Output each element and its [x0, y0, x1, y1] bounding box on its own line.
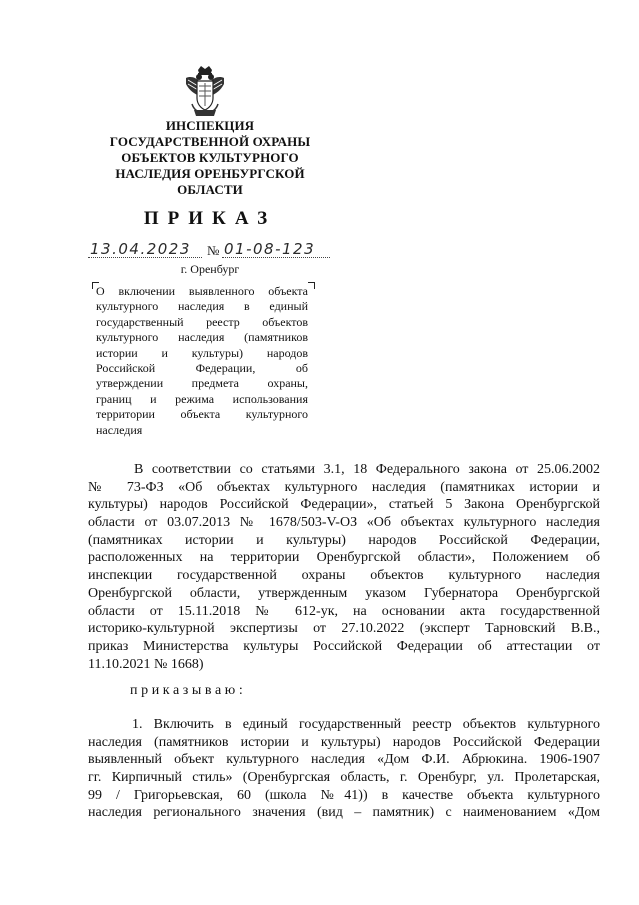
preamble-line: области от 03.07.2013 № 1678/503-V-ОЗ «Об объектах культурного наследия — [88, 515, 600, 531]
preamble-line: (памятниках истории и культуры) народов Российской Федерации, — [88, 532, 600, 548]
preamble-line: историко-культурной экспертизы от 27.10.2022 (эксперт Тарновский В.В., — [88, 621, 600, 637]
preamble-line: области от 15.11.2018 № 612-ук, на основании акта государственной — [88, 603, 600, 619]
city-label: г. Оренбург — [180, 262, 240, 276]
subject-line: границ и режима использования — [96, 391, 308, 406]
date-underline — [88, 257, 202, 258]
order-word: приказываю: — [130, 683, 247, 698]
subject-line: культурного наследия (памятников — [96, 330, 308, 345]
date-number-line — [86, 238, 336, 262]
preamble-line: 11.10.2021 № 1668) — [88, 656, 204, 672]
order-item-1 — [88, 716, 600, 822]
item-line: 1. Включить в единый государственный реестр объектов культурного — [132, 717, 600, 732]
preamble-line: расположенных на территории Оренбургской области», Положением об — [88, 550, 600, 566]
subject-line: утверждении предмета охраны, — [96, 376, 308, 391]
organization-name — [90, 118, 330, 198]
subject-line: наследия — [96, 422, 143, 437]
preamble-paragraph — [88, 461, 600, 673]
subject-line: культурного наследия в единый — [96, 299, 308, 314]
handwritten-number: 01-08-123 — [224, 240, 316, 258]
org-line: ИНСПЕКЦИЯ — [165, 118, 255, 133]
document-type-title: ПРИКАЗ — [143, 208, 277, 229]
item-line: наследия регионального значения (вид – памятник) с наименованием «Дом — [88, 805, 600, 821]
item-line: 99 / Григорьевская, 60 (школа №41)) в качестве объекта культурного — [88, 787, 600, 803]
subject-bracket-right — [308, 282, 315, 289]
subject-line: О включении выявленного объекта — [96, 284, 308, 298]
handwritten-date: 13.04.2023 — [90, 240, 191, 258]
subject-line: территории объекта культурного — [96, 407, 308, 422]
preamble-line: № 73-ФЗ «Об объектах культурного наследия (памятниках истории и — [88, 479, 600, 495]
coat-of-arms-icon — [184, 64, 226, 118]
org-line: ОБЪЕКТОВ КУЛЬТУРНОГО — [121, 150, 299, 165]
order-subject — [96, 284, 308, 438]
item-line: выявленный объект культурного наследия «Дом Ф.И. Абрюкина. 1906-1907 — [88, 752, 600, 768]
item-line: гг. Кирпичный стиль» (Оренбургская область, г. Оренбург, ул. Пролетарская, — [88, 770, 600, 786]
org-line: НАСЛЕДИЯ ОРЕНБУРГСКОЙ — [115, 166, 305, 181]
preamble-line: инспекции государственной охраны объектов культурного наследия — [88, 568, 600, 584]
subject-line: истории и культуры) народов — [96, 345, 308, 360]
preamble-line: культуры) народов Российской Федерации», статьей 5 Закона Оренбургской — [88, 497, 600, 513]
subject-line: Российской Федерации, об — [96, 360, 308, 375]
item-line: наследия (памятников истории и культуры) народов Российской Федерации — [88, 734, 600, 750]
org-line: ГОСУДАРСТВЕННОЙ ОХРАНЫ — [109, 134, 311, 149]
subject-line: государственный реестр объектов — [96, 314, 308, 329]
number-sign: № — [207, 243, 220, 258]
number-underline — [222, 257, 330, 258]
preamble-line: приказ Министерства культуры Российской Федерации об аттестации от — [88, 638, 600, 654]
preamble-line: В соответствии со статьями 3.1, 18 Федерального закона от 25.06.2002 — [134, 462, 600, 477]
preamble-line: Оренбургской области, утвержденным указом Губернатора Оренбургской — [88, 585, 600, 601]
org-line: ОБЛАСТИ — [177, 182, 243, 197]
